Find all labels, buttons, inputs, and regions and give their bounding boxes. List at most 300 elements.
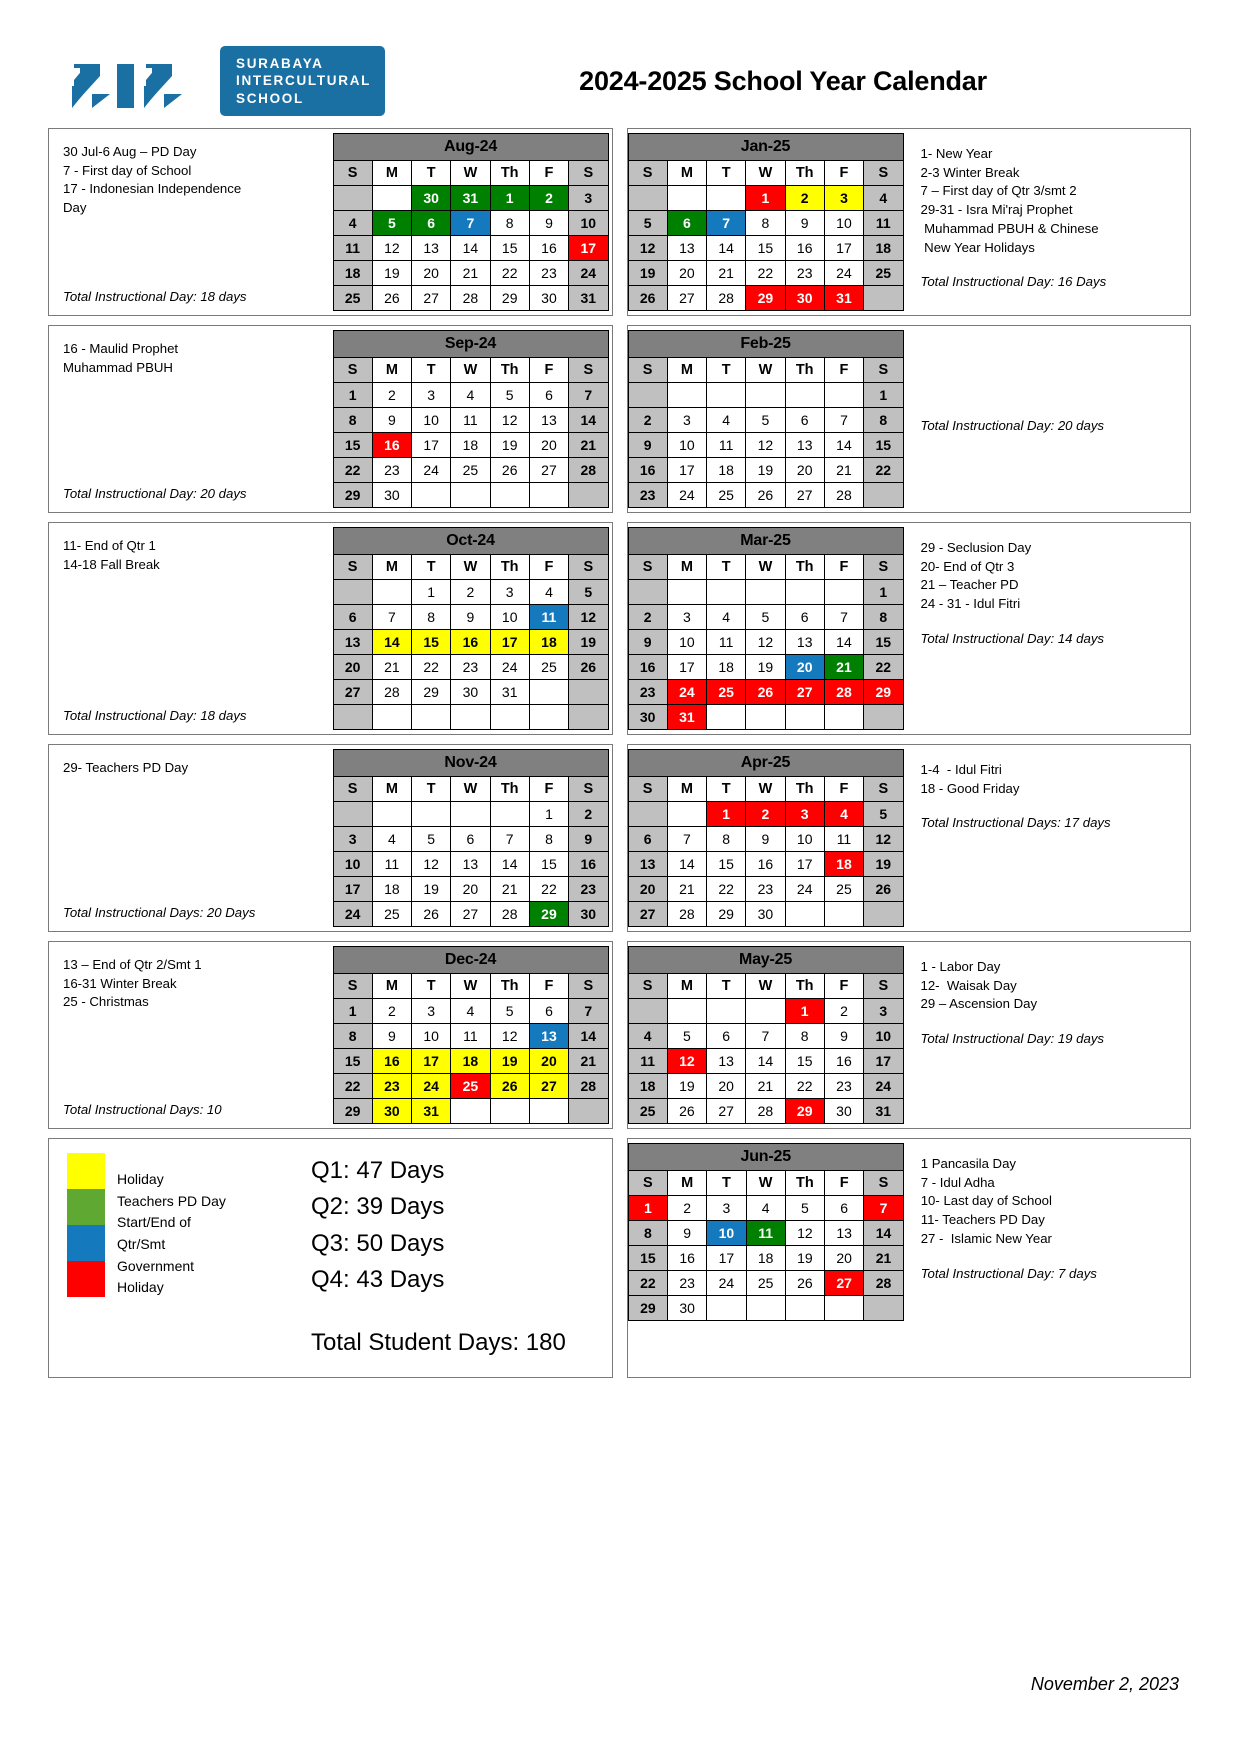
day-cell: 10 xyxy=(333,852,372,877)
day-cell: 30 xyxy=(529,286,568,311)
day-cell-empty xyxy=(333,705,372,730)
day-cell: 6 xyxy=(667,211,706,236)
dow-header: W xyxy=(451,777,490,802)
day-cell: 6 xyxy=(451,827,490,852)
day-cell: 28 xyxy=(746,1099,785,1124)
day-cell: 4 xyxy=(529,580,568,605)
day-cell: 23 xyxy=(372,458,411,483)
day-cell: 24 xyxy=(667,680,706,705)
dow-header: M xyxy=(372,161,411,186)
day-cell: 25 xyxy=(372,902,411,927)
day-cell-empty xyxy=(785,580,824,605)
day-cell: 30 xyxy=(746,902,785,927)
calendar-week-row xyxy=(628,1049,903,1074)
day-cell: 21 xyxy=(746,1074,785,1099)
day-cell: 11 xyxy=(451,1024,490,1049)
quarter-days-q3: Q3: 50 Days xyxy=(311,1229,445,1257)
day-cell: 30 xyxy=(372,483,411,508)
month-title-feb-25: Feb-25 xyxy=(628,331,903,358)
dow-header: S xyxy=(628,974,667,999)
calendar-week-row xyxy=(333,433,608,458)
dow-header: W xyxy=(451,161,490,186)
day-cell: 18 xyxy=(529,630,568,655)
legend-label: Government xyxy=(117,1257,195,1274)
month-row xyxy=(48,522,1191,735)
note-line: 7 – First day of Qtr 3/smt 2 xyxy=(920,183,1077,199)
day-cell: 19 xyxy=(569,630,608,655)
day-cell: 22 xyxy=(490,261,529,286)
dow-header: S xyxy=(333,555,372,580)
month-block-apr-25 xyxy=(627,744,1192,932)
day-cell: 29 xyxy=(333,1099,372,1124)
day-cell: 12 xyxy=(864,827,903,852)
month-notes-dec-24 xyxy=(49,942,333,1128)
day-cell: 30 xyxy=(824,1099,863,1124)
day-cell: 4 xyxy=(746,1196,785,1221)
day-cell: 27 xyxy=(785,680,824,705)
day-cell: 15 xyxy=(490,236,529,261)
note-line: 7 - Idul Adha xyxy=(920,1174,995,1190)
calendar-table-feb-25 xyxy=(628,330,904,508)
day-cell: 26 xyxy=(746,483,785,508)
calendar-week-row xyxy=(628,902,903,927)
dow-header: T xyxy=(707,974,746,999)
calendar-table-nov-24 xyxy=(333,749,609,927)
day-cell: 21 xyxy=(451,261,490,286)
day-cell: 30 xyxy=(569,902,608,927)
day-cell: 13 xyxy=(825,1221,864,1246)
calendar-week-row xyxy=(628,1296,903,1321)
day-cell: 14 xyxy=(667,852,706,877)
calendar-week-row xyxy=(628,261,903,286)
day-cell: 10 xyxy=(864,1024,903,1049)
note-line: 21 – Teacher PD xyxy=(920,577,1019,593)
day-cell: 19 xyxy=(628,261,667,286)
day-cell: 5 xyxy=(746,408,785,433)
day-cell: 17 xyxy=(569,236,608,261)
day-cell-empty xyxy=(569,483,608,508)
day-cell: 27 xyxy=(628,902,667,927)
calendar-week-row xyxy=(333,1099,608,1124)
day-cell: 28 xyxy=(372,680,411,705)
day-cell: 18 xyxy=(864,236,903,261)
month-notes-feb-25 xyxy=(907,326,1191,512)
day-cell: 4 xyxy=(707,408,746,433)
day-cell: 5 xyxy=(412,827,451,852)
day-cell: 27 xyxy=(529,1074,568,1099)
month-row xyxy=(48,325,1191,513)
day-cell: 12 xyxy=(785,1221,824,1246)
day-cell: 14 xyxy=(451,236,490,261)
day-cell: 13 xyxy=(707,1049,746,1074)
day-cell: 9 xyxy=(628,433,667,458)
day-cell: 10 xyxy=(412,1024,451,1049)
note-line: New Year Holidays xyxy=(920,239,1035,255)
day-cell: 10 xyxy=(490,605,529,630)
day-cell: 25 xyxy=(746,1271,785,1296)
day-cell: 16 xyxy=(667,1246,706,1271)
day-cell: 22 xyxy=(864,655,903,680)
calendar-week-row xyxy=(333,902,608,927)
dow-header: S xyxy=(864,358,903,383)
note-line: 11- End of Qtr 1 xyxy=(63,538,156,553)
day-cell: 8 xyxy=(864,408,903,433)
day-cell: 19 xyxy=(667,1074,706,1099)
calendar-week-row xyxy=(628,827,903,852)
dow-header: W xyxy=(746,555,785,580)
day-cell: 30 xyxy=(785,286,824,311)
day-cell: 3 xyxy=(785,802,824,827)
day-cell: 10 xyxy=(667,433,706,458)
month-row xyxy=(48,744,1191,932)
day-cell: 23 xyxy=(628,680,667,705)
month-block-aug-24 xyxy=(48,128,613,316)
total-instructional-days: Total Instructional Days: 10 xyxy=(63,1102,222,1118)
total-instructional-days: Total Instructional Days: 20 Days xyxy=(63,905,256,921)
day-cell: 22 xyxy=(333,1074,372,1099)
day-cell: 29 xyxy=(707,902,746,927)
calendar-table-jan-25 xyxy=(628,133,904,311)
day-cell-empty xyxy=(451,705,490,730)
day-cell: 3 xyxy=(667,605,706,630)
day-cell: 2 xyxy=(372,999,411,1024)
calendar-week-row xyxy=(333,999,608,1024)
day-cell: 1 xyxy=(333,383,372,408)
day-cell: 1 xyxy=(412,580,451,605)
day-cell: 19 xyxy=(412,877,451,902)
month-block-dec-24 xyxy=(48,941,613,1129)
dow-header: S xyxy=(864,555,903,580)
calendar-table-dec-24 xyxy=(333,946,609,1124)
day-cell: 18 xyxy=(333,261,372,286)
day-cell: 17 xyxy=(490,630,529,655)
day-cell: 8 xyxy=(333,1024,372,1049)
day-cell: 19 xyxy=(490,433,529,458)
day-cell: 19 xyxy=(746,458,785,483)
day-cell: 2 xyxy=(746,802,785,827)
day-cell: 18 xyxy=(707,458,746,483)
calendar-week-row xyxy=(333,605,608,630)
day-cell: 9 xyxy=(569,827,608,852)
day-cell-empty xyxy=(824,902,863,927)
day-cell: 9 xyxy=(628,630,667,655)
month-block-nov-24 xyxy=(48,744,613,932)
day-cell: 7 xyxy=(864,1196,903,1221)
day-cell: 15 xyxy=(785,1049,824,1074)
day-cell: 25 xyxy=(529,655,568,680)
day-cell: 23 xyxy=(746,877,785,902)
day-cell: 18 xyxy=(746,1246,785,1271)
day-cell: 5 xyxy=(785,1196,824,1221)
dow-header: M xyxy=(667,974,706,999)
day-cell: 11 xyxy=(824,827,863,852)
day-cell: 13 xyxy=(667,236,706,261)
month-block-oct-24 xyxy=(48,522,613,735)
dow-header: F xyxy=(529,161,568,186)
quarter-summary xyxy=(299,1153,602,1361)
day-cell: 28 xyxy=(824,483,863,508)
day-cell: 8 xyxy=(864,605,903,630)
day-cell: 6 xyxy=(628,827,667,852)
day-cell: 21 xyxy=(707,261,746,286)
day-cell: 20 xyxy=(451,877,490,902)
day-cell: 25 xyxy=(707,483,746,508)
calendar-week-row xyxy=(333,383,608,408)
day-cell-empty xyxy=(746,705,785,730)
dow-header: S xyxy=(628,358,667,383)
day-cell: 15 xyxy=(529,852,568,877)
day-cell: 19 xyxy=(864,852,903,877)
day-cell-empty xyxy=(529,705,568,730)
calendar-table-aug-24 xyxy=(333,133,609,311)
dow-header: T xyxy=(707,777,746,802)
day-cell: 30 xyxy=(372,1099,411,1124)
day-cell: 20 xyxy=(785,655,824,680)
legend-label: Holiday xyxy=(117,1279,164,1296)
day-cell: 11 xyxy=(864,211,903,236)
day-cell: 30 xyxy=(451,680,490,705)
day-cell: 12 xyxy=(490,408,529,433)
day-cell: 15 xyxy=(628,1246,667,1271)
calendar-week-row xyxy=(628,655,903,680)
note-line: 16-31 Winter Break xyxy=(63,975,177,991)
dow-header: Th xyxy=(785,974,824,999)
day-cell: 26 xyxy=(667,1099,706,1124)
calendar-week-row xyxy=(333,186,608,211)
day-cell-empty xyxy=(372,802,411,827)
day-cell-empty xyxy=(825,1296,864,1321)
dow-header: Th xyxy=(490,358,529,383)
school-name-badge xyxy=(220,46,385,116)
day-cell: 30 xyxy=(667,1296,706,1321)
day-cell: 15 xyxy=(864,433,903,458)
calendar-week-row xyxy=(628,1246,903,1271)
note-line: 16 - Maulid Prophet xyxy=(63,341,179,356)
day-cell: 31 xyxy=(490,680,529,705)
dow-header: F xyxy=(824,358,863,383)
day-cell: 8 xyxy=(628,1221,667,1246)
day-cell: 28 xyxy=(569,1074,608,1099)
day-cell: 20 xyxy=(785,458,824,483)
dow-header: T xyxy=(412,161,451,186)
note-line: 24 - 31 - Idul Fitri xyxy=(920,596,1021,612)
legend-labels xyxy=(117,1153,226,1361)
day-cell: 28 xyxy=(451,286,490,311)
day-cell: 13 xyxy=(412,236,451,261)
day-cell: 25 xyxy=(451,458,490,483)
day-cell: 9 xyxy=(667,1221,706,1246)
dow-header: M xyxy=(667,555,706,580)
day-cell: 16 xyxy=(824,1049,863,1074)
day-cell-empty xyxy=(864,902,903,927)
dow-header: M xyxy=(372,777,411,802)
dow-header: F xyxy=(529,358,568,383)
day-cell-empty xyxy=(667,999,706,1024)
day-cell: 16 xyxy=(785,236,824,261)
day-cell-empty xyxy=(785,1296,824,1321)
day-cell: 8 xyxy=(412,605,451,630)
day-cell: 20 xyxy=(628,877,667,902)
day-cell-empty xyxy=(746,999,785,1024)
dow-header: Th xyxy=(490,161,529,186)
day-cell: 22 xyxy=(746,261,785,286)
note-line: 13 – End of Qtr 2/Smt 1 xyxy=(63,957,202,972)
day-cell: 6 xyxy=(412,211,451,236)
day-cell: 29 xyxy=(746,286,785,311)
day-cell: 15 xyxy=(746,236,785,261)
day-cell: 24 xyxy=(569,261,608,286)
day-cell-empty xyxy=(569,1099,608,1124)
calendar-week-row xyxy=(333,236,608,261)
calendar-week-row xyxy=(628,605,903,630)
day-cell-empty xyxy=(628,383,667,408)
day-cell: 5 xyxy=(667,1024,706,1049)
day-cell-empty xyxy=(864,483,903,508)
legend-summary-block xyxy=(48,1138,613,1378)
day-cell: 3 xyxy=(707,1196,746,1221)
month-block-feb-25 xyxy=(627,325,1192,513)
day-cell: 24 xyxy=(333,902,372,927)
day-cell: 5 xyxy=(372,211,411,236)
day-cell: 14 xyxy=(569,408,608,433)
day-cell: 24 xyxy=(785,877,824,902)
day-cell: 26 xyxy=(746,680,785,705)
month-notes-apr-25 xyxy=(907,745,1191,931)
dow-header: S xyxy=(628,555,667,580)
day-cell: 4 xyxy=(628,1024,667,1049)
day-cell: 23 xyxy=(785,261,824,286)
dow-header: S xyxy=(864,974,903,999)
day-cell: 2 xyxy=(628,605,667,630)
day-cell: 31 xyxy=(451,186,490,211)
day-cell: 17 xyxy=(667,655,706,680)
day-cell: 6 xyxy=(825,1196,864,1221)
calendar-week-row xyxy=(333,1024,608,1049)
legend-swatch-start-end-qtr xyxy=(67,1225,105,1261)
note-line: 27 - Islamic New Year xyxy=(920,1230,1052,1246)
day-cell: 21 xyxy=(569,433,608,458)
day-cell: 28 xyxy=(864,1271,903,1296)
day-cell: 25 xyxy=(333,286,372,311)
note-line: 10- Last day of School xyxy=(920,1193,1052,1209)
dow-header: T xyxy=(412,358,451,383)
day-cell-empty xyxy=(333,186,372,211)
dow-header: F xyxy=(529,777,568,802)
month-notes-mar-25 xyxy=(907,523,1191,734)
total-student-days: Total Student Days: 180 xyxy=(311,1328,566,1356)
calendar-week-row xyxy=(628,1024,903,1049)
logo-line-1: SURABAYA xyxy=(236,56,324,72)
legend-swatch-government-holiday xyxy=(67,1261,105,1297)
total-instructional-days: Total Instructional Day: 18 days xyxy=(63,708,247,724)
month-notes-jan-25 xyxy=(907,129,1191,315)
day-cell: 10 xyxy=(569,211,608,236)
calendar-week-row xyxy=(628,408,903,433)
day-cell: 26 xyxy=(569,655,608,680)
note-line: 1- New Year xyxy=(920,146,993,161)
day-cell: 17 xyxy=(864,1049,903,1074)
day-cell: 12 xyxy=(628,236,667,261)
day-cell: 11 xyxy=(529,605,568,630)
calendar-week-row xyxy=(628,483,903,508)
day-cell-empty xyxy=(490,705,529,730)
day-cell: 22 xyxy=(529,877,568,902)
day-cell-empty xyxy=(490,483,529,508)
calendar-table-jun-25 xyxy=(628,1143,904,1321)
dow-header: W xyxy=(746,358,785,383)
day-cell: 13 xyxy=(333,630,372,655)
logo-line-2: INTERCULTURAL xyxy=(236,73,372,89)
day-cell: 23 xyxy=(451,655,490,680)
calendar-week-row xyxy=(333,852,608,877)
day-cell: 26 xyxy=(372,286,411,311)
day-cell: 31 xyxy=(412,1099,451,1124)
calendar-table-apr-25 xyxy=(628,749,904,927)
day-cell: 17 xyxy=(707,1246,746,1271)
day-cell: 28 xyxy=(824,680,863,705)
day-cell: 28 xyxy=(490,902,529,927)
day-cell: 14 xyxy=(746,1049,785,1074)
calendar-week-row xyxy=(333,286,608,311)
day-cell: 29 xyxy=(864,680,903,705)
day-cell: 30 xyxy=(628,705,667,730)
day-cell: 14 xyxy=(864,1221,903,1246)
legend-label: Teachers PD Day xyxy=(117,1192,226,1209)
day-cell: 23 xyxy=(529,261,568,286)
day-cell: 18 xyxy=(372,877,411,902)
day-cell: 27 xyxy=(707,1099,746,1124)
calendar-week-row xyxy=(333,802,608,827)
calendar-table-sep-24 xyxy=(333,330,609,508)
month-block-may-25 xyxy=(627,941,1192,1129)
day-cell: 2 xyxy=(372,383,411,408)
day-cell: 29 xyxy=(785,1099,824,1124)
day-cell: 7 xyxy=(569,383,608,408)
day-cell: 17 xyxy=(412,433,451,458)
note-line: Day xyxy=(63,200,87,216)
legend-label: Start/End of xyxy=(117,1214,191,1231)
day-cell: 15 xyxy=(333,1049,372,1074)
day-cell: 23 xyxy=(569,877,608,902)
month-title-oct-24: Oct-24 xyxy=(333,528,608,555)
day-cell: 1 xyxy=(785,999,824,1024)
day-cell: 29 xyxy=(412,680,451,705)
month-notes-oct-24 xyxy=(49,523,333,734)
note-line: 2-3 Winter Break xyxy=(920,164,1020,180)
day-cell: 31 xyxy=(569,286,608,311)
day-cell: 5 xyxy=(490,999,529,1024)
day-cell: 23 xyxy=(824,1074,863,1099)
dow-header: W xyxy=(746,777,785,802)
day-cell: 16 xyxy=(746,852,785,877)
day-cell: 7 xyxy=(490,827,529,852)
calendar-week-row xyxy=(628,680,903,705)
day-cell: 2 xyxy=(824,999,863,1024)
total-instructional-days: Total Instructional Day: 20 days xyxy=(63,486,247,502)
day-cell: 8 xyxy=(529,827,568,852)
dow-header: T xyxy=(707,555,746,580)
day-cell: 15 xyxy=(333,433,372,458)
day-cell: 16 xyxy=(628,655,667,680)
day-cell: 28 xyxy=(707,286,746,311)
dow-header: S xyxy=(569,777,608,802)
quarter-days-q1: Q1: 47 Days xyxy=(311,1157,445,1184)
day-cell: 7 xyxy=(451,211,490,236)
dow-header: W xyxy=(451,555,490,580)
month-notes-nov-24 xyxy=(49,745,333,931)
month-notes-aug-24 xyxy=(49,129,333,315)
day-cell-empty xyxy=(529,680,568,705)
